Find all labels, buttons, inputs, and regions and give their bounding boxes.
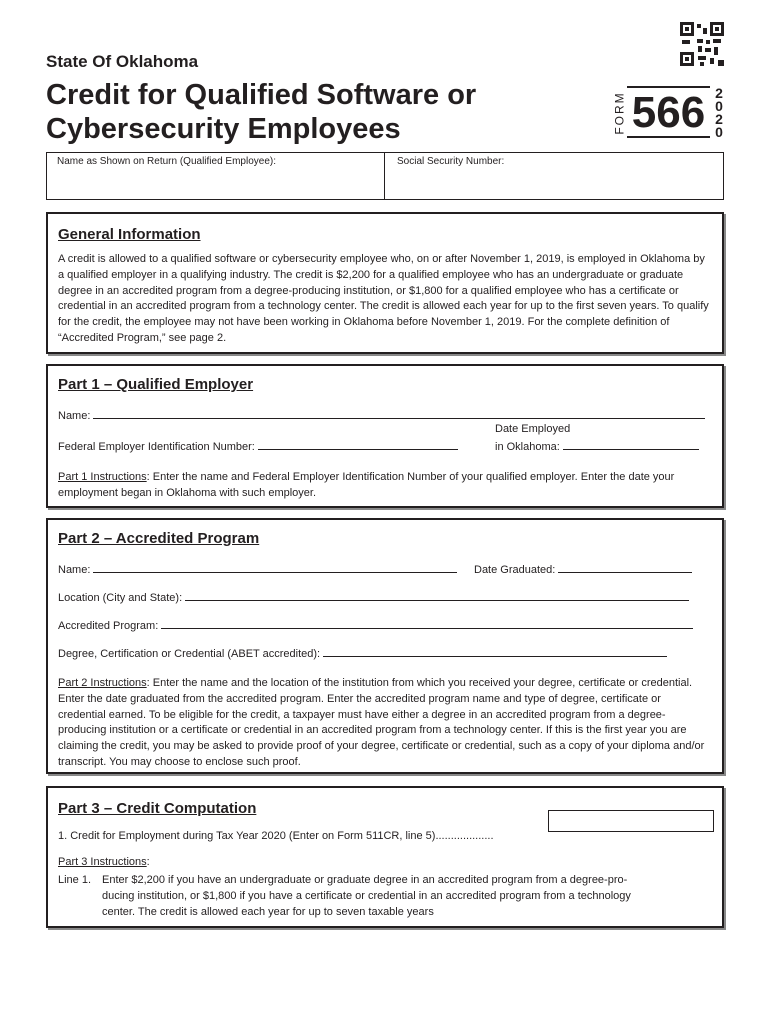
state-name: State Of Oklahoma [46,52,199,71]
fein-row: Federal Employer Identification Number: [58,439,458,453]
line1-text-a: Enter $2,200 if you have an undergraduate or graduate degree in an accredited program from a degree-pro- [102,874,628,886]
date-employed-row: in Oklahoma: [495,439,699,453]
form-label: FORM [612,91,627,135]
program-row: Accredited Program: [58,618,693,632]
institution-name-field[interactable] [93,562,457,573]
location-field[interactable] [185,590,689,601]
section-heading: Part 2 – Accredited Program [58,530,260,547]
form-number: 566 [627,86,710,138]
section-heading: Part 1 – Qualified Employer [58,376,254,393]
line1-text-c: center. The credit is allowed each year for up to seven taxable years [102,906,434,918]
general-information-section [46,212,724,354]
line1-label: Line 1. [58,874,92,886]
part3-instructions-label: Part 3 Instructions: [58,856,150,868]
section-heading: General Information [58,226,201,243]
degree-field[interactable] [323,646,667,657]
form-title [46,78,606,146]
part2-section [46,518,724,774]
ssn-field[interactable]: Social Security Number: [397,156,505,167]
degree-row: Degree, Certification or Credential (ABET accredited): [58,646,667,660]
employer-name-row: Name: [58,408,705,422]
qr-code-icon [680,22,724,66]
section-heading: Part 3 – Credit Computation [58,800,257,817]
date-employed-label: Date Employed [495,423,571,435]
fein-field[interactable] [258,439,458,450]
general-text: A credit is allowed to a qualified software or cybersecurity employee who, on or after November 1, 2019, is employed in Oklahoma by a qualified employer in a qualifying industry. The credit is $2,200 for a qualified employee who has an undergraduate or graduate degree in an accredited program from a degree-producing institution, or $1,800 for a qualified employee who has a certificate or credential in an accredited program from a technology center. The credit is allowed each year for up to the first seven years. To qualify for the credit, the employee may not have been working in Oklahoma before November 1, 2019. For the complete definition of “Accredited Program,” see page 2. [58,253,709,344]
date-graduated-field[interactable] [558,562,692,573]
employee-name-field[interactable]: Name as Shown on Return (Qualified Employee): [47,153,385,199]
line1-text-b: ducing institution, or $1,800 if you have a certificate or credential in an accredited program from a technology [102,890,631,902]
location-row: Location (City and State): [58,590,689,604]
institution-name-row: Name: [58,562,457,576]
part2-instructions: Part 2 Instructions: Enter the name and the location of the institution from which you received your degree, certificate or credential. Enter the date graduated from the accredited program. Enter the accredited program name and type of degree, certificate or credential earned. To be eligible for the credit, a taxpayer must have either a degree in an accredited program from a degree-producing institution or a certificate or credential in an accredited program from a technology center. If this is the first year you are claiming the credit, you may be asked to provide proof of your degree, certificate or credential, such as a copy of your diploma and/or transcript. You may choose to enclose such proof. [58,677,705,768]
program-field[interactable] [161,618,693,629]
part3-section [46,786,724,928]
employer-name-field[interactable] [93,408,705,419]
date-graduated-row: Date Graduated: [474,562,692,576]
date-employed-field[interactable] [563,439,699,450]
form-year: 2 0 2 0 [715,85,723,140]
taxpayer-fields [46,152,724,200]
title-line-1: Credit for Qualified Software or [46,79,477,111]
part1-section [46,364,724,508]
title-line-2: Cybersecurity Employees [46,113,401,145]
credit-amount-field[interactable] [548,810,714,832]
part1-instructions: Part 1 Instructions: Enter the name and Federal Employer Identification Number of your qualified employer. Enter the date your employment began in Oklahoma with such employer. [58,471,675,499]
credit-line-1: 1. Credit for Employment during Tax Year 2020 (Enter on Form 511CR, line 5)................... [58,830,494,842]
